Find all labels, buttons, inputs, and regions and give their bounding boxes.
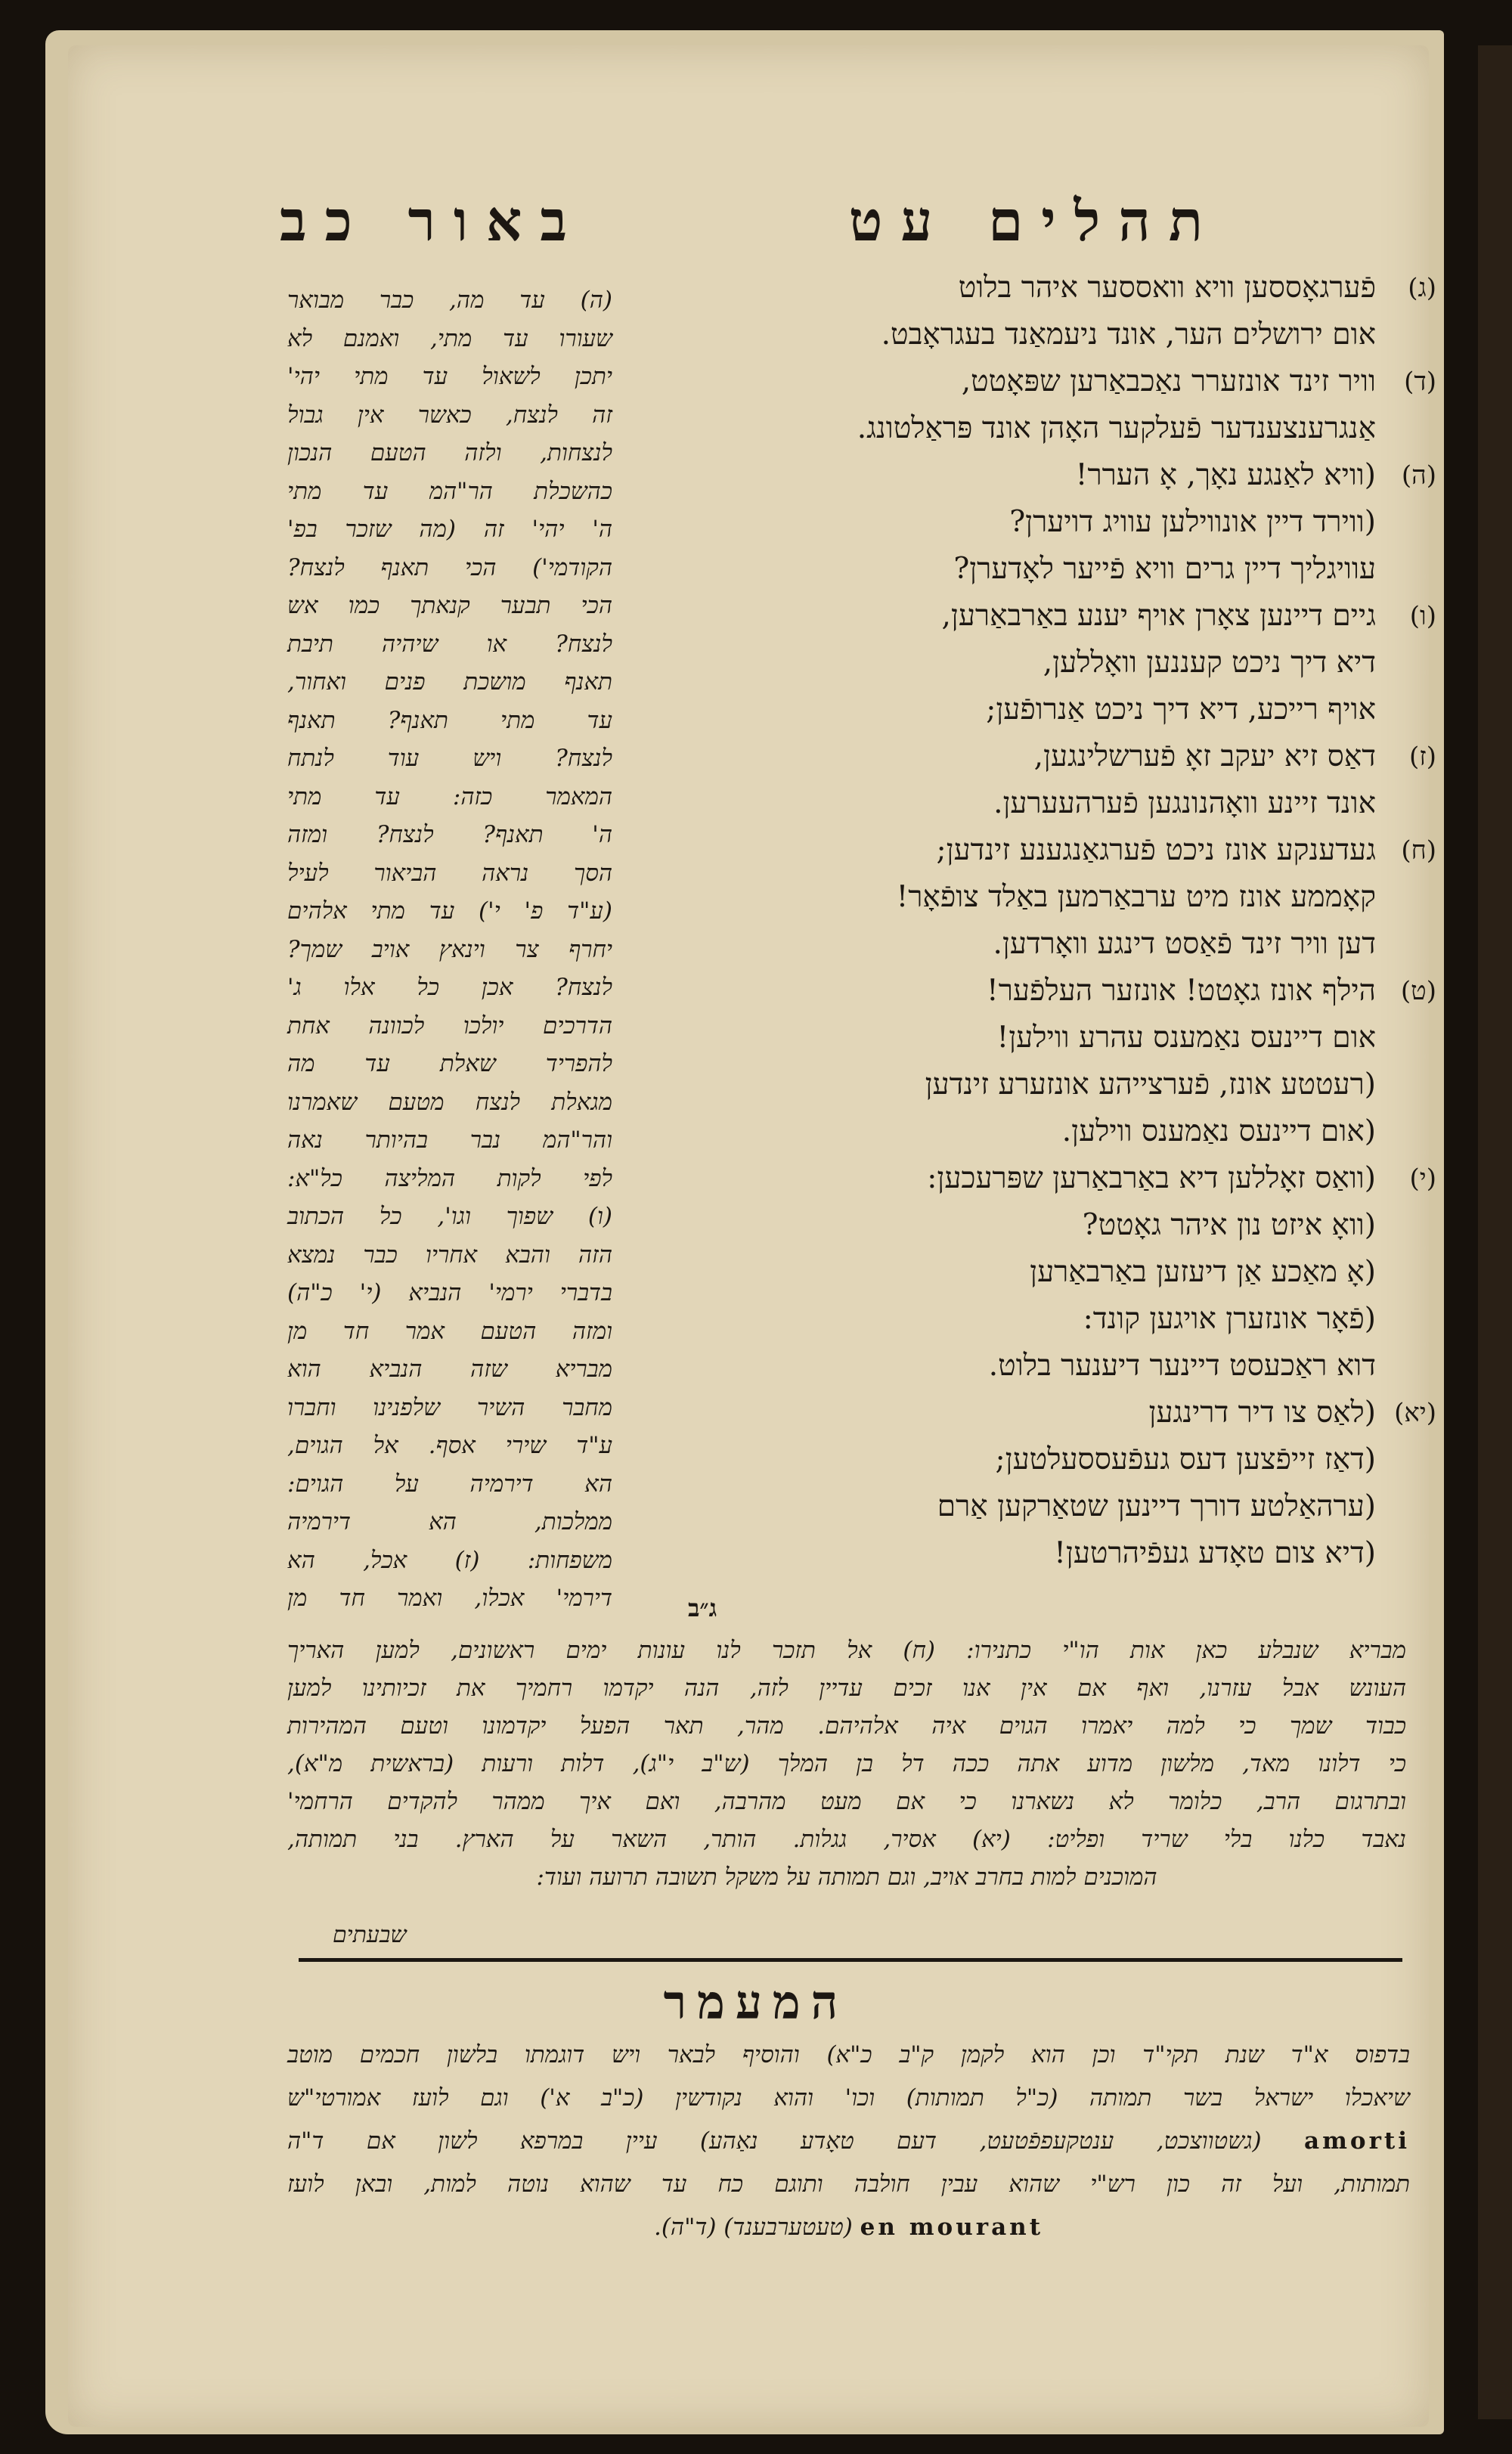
commentary-line: מגאלת לנצח מטעם שאמרנו	[287, 1088, 612, 1116]
verse	[786, 452, 1436, 593]
section-title: המעמר	[663, 1975, 849, 2030]
commentary-line: שעורו עד מתי, ואמנם לא	[287, 324, 612, 352]
bottom-commentary	[287, 1631, 1406, 1896]
commentary-line: (ע"ד פ' י') עד מתי אלהים	[287, 897, 612, 925]
verse-line: אום דיינעס נאַמענס עהרע ווילען!	[996, 1021, 1376, 1055]
verse-line: (וואָ איזט נון איהר גאָטט?	[1082, 1208, 1376, 1242]
commentary-line: ה' יהי' זה (מה שזכר בפ'	[287, 516, 612, 543]
verse-line: (וואַס זאָללען דיא באַרבאַרען שפּרעכען:	[927, 1161, 1376, 1195]
commentary-line: תאנף מושכת פנים ואחור,	[287, 668, 612, 696]
commentary-line: יחרף צר וינאץ אויב שמך?	[287, 935, 612, 963]
commentary-line: הכי תבער קנאתך כמו אש	[287, 592, 612, 619]
section-line: בדפוס א"ד שנת תקי"ד וכן הוא לקמן ק"ב כ"א) והוסיף לבאר ויש דוגמתו בלשון חכמים מוטב	[287, 2041, 1410, 2068]
verse-line: גיים דיינען צאָרן אויף יענע באַרבאַרען,	[941, 599, 1376, 633]
commentary-line: כי דלונו מאד, מלשון מדוע אתה ככה דל בן המלך (ש"ב י"ג), דלות ורעות (בראשית מ"א),	[287, 1750, 1406, 1777]
section-line: תמותות, ועל זה כון רש"י שהוא עבין חולבה ותוגם כח עד שהוא נוטה למות, ובאן לועז	[287, 2170, 1410, 2198]
commentary-line: ממלכות, הא דירמיה	[287, 1508, 612, 1535]
commentary-line: ע"ד שירי אסף. אל הגוים,	[287, 1432, 612, 1459]
verse-line: (דיא צום טאָדע געפֿיהרטען!	[1054, 1536, 1376, 1570]
verse-line: (ערהאַלטע דורך דיינען שטאַרקען אַרם	[937, 1489, 1376, 1523]
verse-number: (ט)	[1400, 976, 1436, 1006]
verse-line: אונד זיינע וואָהנונגען פֿערהעערען.	[993, 786, 1376, 820]
commentary-line: מחבר השיר שלפנינו וחברו	[287, 1393, 612, 1421]
verse-line: (אום דיינעס נאַמענס ווילען.	[1061, 1114, 1376, 1148]
section-line-text: (גשטווצכט, ענטקעפפֿטעט, דעם טאָדע נאַהע) עיין במרפא לשון אם ד"ה	[287, 2127, 1262, 2155]
verse-number: (ז)	[1408, 742, 1436, 772]
commentary-line: כבוד שמך כי למה יאמרו הגוים איה אלהיהם. מהר, תאר הפעל יקדמונו וטעם המהירות	[287, 1712, 1406, 1740]
latin-term: amorti	[1304, 2127, 1410, 2155]
verse-line: (לאַס צו דיר דרינגען	[1148, 1396, 1376, 1430]
verse-line: (פֿאָר אונזערן אויגען קונד:	[1083, 1302, 1376, 1336]
commentary-line: לפי לקות המליצה כל"א:	[287, 1164, 612, 1192]
book-spine-tab	[1478, 45, 1512, 2419]
section-line	[287, 2120, 1410, 2163]
side-commentary	[287, 281, 612, 1618]
commentary-line: לנצח? אכן כל אלו ג'	[287, 974, 612, 1001]
verse-line: (רעטטע אונז, פֿערצייהע אונזערע זינדען	[925, 1067, 1376, 1102]
section-line	[287, 2206, 1410, 2249]
commentary-title: באור כב	[280, 189, 586, 254]
verse	[786, 593, 1436, 733]
commentary-line: משפחות: (ז) אכל, הא	[287, 1546, 612, 1574]
verse-number: (ד)	[1404, 367, 1436, 397]
verse	[786, 827, 1436, 968]
section-line-text: (טעטערבענד) (ד"ה).	[653, 2214, 853, 2241]
verse-line: דיא דיך ניכט קעננען וואָללען,	[1043, 646, 1376, 680]
signature-mark: ג״ב	[688, 1594, 717, 1622]
commentary-line: כהשכלת הר"המ עד מתי	[287, 477, 612, 505]
commentary-line: הא דירמיה על הגוים:	[287, 1470, 612, 1498]
verse-line: (וויא לאַנגע נאָך, אָ הערר!	[1075, 458, 1376, 492]
verse-line: דוא ראַכעסט דיינער דיענער בלוט.	[988, 1349, 1376, 1383]
verse	[786, 1155, 1436, 1390]
commentary-line: זה לנצח, כאשר אין גבול	[287, 401, 612, 429]
commentary-line: עד מתי תאנף? תאנף	[287, 706, 612, 734]
section-text	[287, 2034, 1410, 2249]
commentary-line: הסך נראה הביאור לעיל	[287, 859, 612, 887]
verse-line: עוויגליך דיין גרים וויא פֿייער לאָדערן?	[953, 552, 1376, 586]
commentary-line: הדרכים יולכו לכוונה אחת	[287, 1012, 612, 1040]
verse-line: אַנגרענצענדער פֿעלקער האָהן אונד פּראַלטונג.	[857, 411, 1376, 445]
verse-line: הילף אונז גאָטט! אונזער העלפֿער!	[987, 974, 1376, 1008]
page-title: תהלים עט	[848, 189, 1221, 254]
commentary-line: (ה) עד מה, כבר מבואר	[287, 287, 612, 314]
commentary-line: הקודמי') הכי תאנף לנצח?	[287, 553, 612, 581]
verse	[786, 265, 1436, 358]
verse-number: (י)	[1409, 1163, 1436, 1194]
verse-line: געדענקע אונז ניכט פֿערגאַנגענע זינדען;	[936, 833, 1376, 867]
commentary-line: המוכנים למות בחרב אויב, וגם תמותה על משקל תשובה תרועה ועוד:	[536, 1864, 1157, 1891]
section-line: שיאכלו ישראל בשר תמותה (כ"ל תמותות) וכו' והוא נקודשין (כ"ב א') וגם לועז אמורטי"ש	[287, 2084, 1410, 2112]
commentary-line: יתכן לשאול עד מתי יהי'	[287, 363, 612, 390]
verse-number: (יא)	[1394, 1398, 1436, 1428]
verse-line: (אָ מאַכע אַן דיעזען באַרבאַרען	[1030, 1255, 1376, 1289]
verse	[786, 358, 1436, 452]
commentary-line: לנצח? או שיהיה תיבת	[287, 630, 612, 658]
verse-line: וויר זינד אונזערר נאַכבאַרען שפּאָטט,	[961, 364, 1376, 398]
commentary-line: הזה והבא אחריו כבר נמצא	[287, 1241, 612, 1269]
catchword: שבעתים	[333, 1922, 407, 1948]
verse-line: (דאַז זייפֿצען דעס געפֿעססעלטען;	[995, 1442, 1376, 1476]
verse-line: דאַס זיא יעקב זאָ פֿערשלינגען,	[1033, 739, 1376, 773]
verse-line: (ווירד דיין אונווילען עוויג דויערן?	[1009, 505, 1376, 539]
commentary-line: מבריא שנבלע כאן אות הו"י כתנירו: (ח) אל תזכר לנו עונות ימים ראשונים, למען האריך	[287, 1637, 1406, 1664]
verse-line: אום ירושלים הער, אונד ניעמאַנד בעגראָבט.	[881, 318, 1376, 352]
verse-line: דען וויר זינד פֿאַסט דינגע וואָרדען.	[993, 927, 1376, 961]
commentary-line: (ו) שפוך וגו', כל הכתוב	[287, 1203, 612, 1230]
commentary-line: והר"המ נבר בהיותר נאה	[287, 1126, 612, 1154]
commentary-line: מבריא שזה הנביא הוא	[287, 1356, 612, 1383]
latin-term: en mourant	[860, 2214, 1044, 2241]
poem-column	[786, 265, 1436, 1577]
verse-number: (ו)	[1409, 601, 1436, 631]
verse	[786, 1390, 1436, 1577]
commentary-line: ה' תאנף? לנצח? ומזה	[287, 821, 612, 848]
verse-line: פֿערגאָססען וויא וואססער איהר בלוט	[958, 271, 1376, 305]
verse-line: אויף רייכע, דיא דיך ניכט אַנרופֿען;	[986, 693, 1376, 727]
commentary-line: להפריד שאלת עד מה	[287, 1050, 612, 1077]
verse-number: (ה)	[1401, 460, 1436, 491]
commentary-line: דירמי' אכלו, ואמר חד מן	[287, 1585, 612, 1612]
verse	[786, 733, 1436, 827]
divider	[299, 1958, 1402, 1962]
verse	[786, 968, 1436, 1155]
commentary-line: לנצחות, ולזה הטעם הנכון	[287, 439, 612, 466]
commentary-line: ובתרגום הרב, כלומר לא נשארנו כי אם מעט מהרבה, ואם איך ממהר להקדים הרחמי'	[287, 1788, 1406, 1815]
commentary-line: נאבד כלנו בלי שריד ופליט: (יא) אסיר, גגלות. הותר, השאר על הארץ. בני תמותה,	[287, 1826, 1406, 1853]
verse-number: (ח)	[1401, 835, 1436, 866]
commentary-line: המאמר כזה: עד מתי	[287, 782, 612, 810]
commentary-line: ומזה הטעם אמר חד מן	[287, 1317, 612, 1345]
verse-line: קאָממע אונז מיט ערבאַרמען באַלד צופֿאָר!	[896, 880, 1376, 914]
commentary-line: בדברי ירמי' הנביא (י' כ"ה)	[287, 1279, 612, 1306]
verse-number: (ג)	[1408, 273, 1436, 303]
commentary-line: לנצח? ויש עוד לנתח	[287, 745, 612, 772]
commentary-line: העונש אבל עזרנו, ואף אם אין אנו זכים עדיין לזה, הנה יקדמו רחמיך את זכיותינו למען	[287, 1675, 1406, 1702]
